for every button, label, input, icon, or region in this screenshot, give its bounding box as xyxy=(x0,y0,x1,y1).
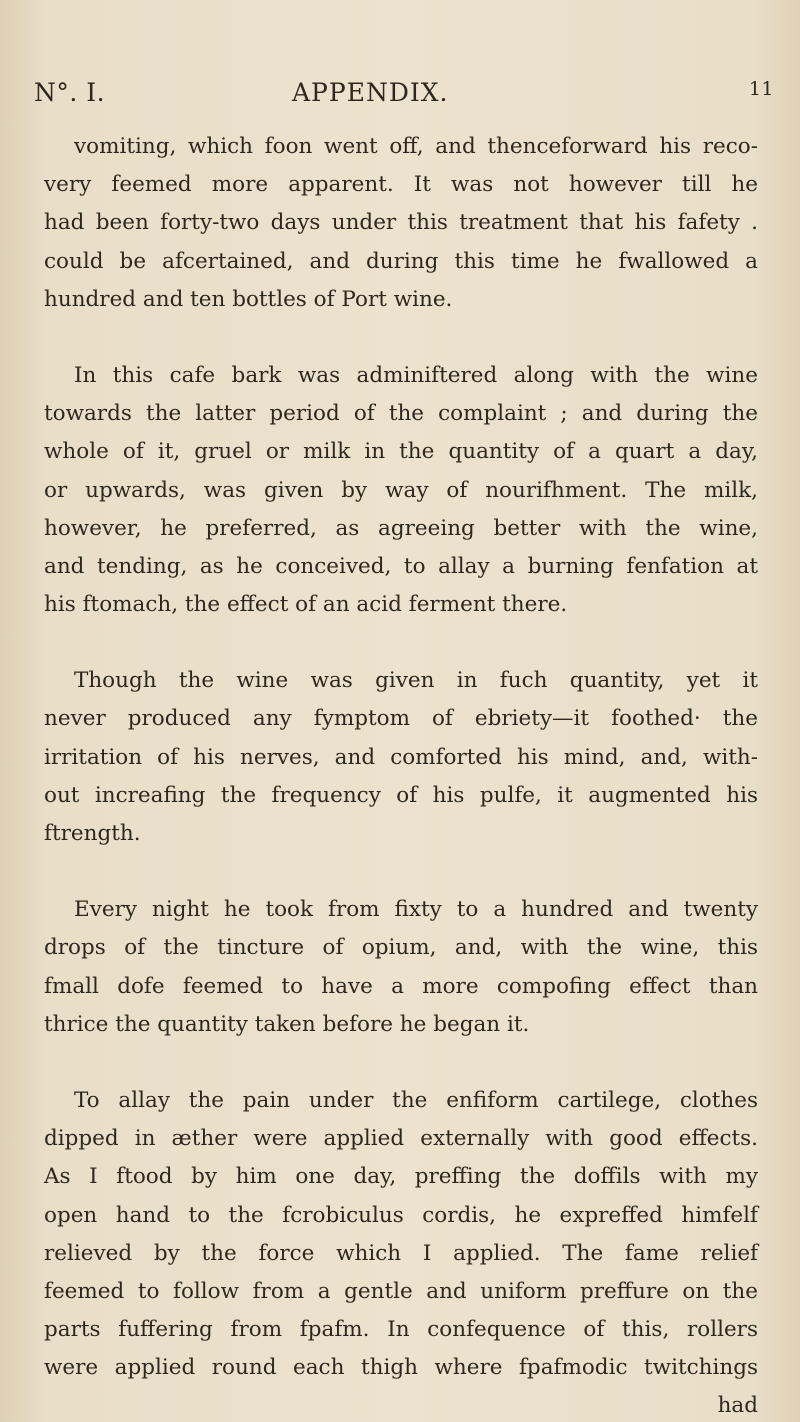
text-line: out increafing the frequency of his pulfe, it augmented his xyxy=(44,782,758,808)
text-line: his ftomach, the effect of an acid ferment there. xyxy=(44,592,568,618)
text-line: As I ftood by him one day, preffing the doffils with my xyxy=(44,1164,758,1190)
running-title: APPENDIX. xyxy=(292,78,449,107)
text-line: could be afcertained, and during this time he fwallowed a xyxy=(44,248,758,274)
text-line: In this cafe bark was adminiftered along with the wine xyxy=(74,362,758,388)
text-line: very feemed more apparent. It was not however till he xyxy=(44,172,758,198)
text-line: ftrength. xyxy=(44,821,141,846)
section-number: N°. I. xyxy=(34,78,106,107)
paragraph xyxy=(44,128,758,319)
running-head xyxy=(34,78,774,118)
paragraph xyxy=(44,891,758,1044)
text-line: open hand to the fcrobiculus cordis, he expreffed himfelf xyxy=(44,1202,758,1228)
paragraph xyxy=(44,357,758,624)
text-line: feemed to follow from a gentle and uniform preffure on the xyxy=(44,1278,758,1304)
text-line: Every night he took from fixty to a hundred and twenty xyxy=(74,897,758,923)
text-line: never produced any fymptom of ebriety—it foothed· the xyxy=(44,706,758,732)
body-text xyxy=(44,128,758,1422)
text-line: Though the wine was given in fuch quantity, yet it xyxy=(74,668,758,694)
paragraph xyxy=(44,1082,758,1422)
text-line: had been forty-two days under this treatment that his fafety . xyxy=(44,210,758,236)
text-line: were applied round each thigh where fpafmodic twitchings xyxy=(44,1355,758,1381)
text-line: parts fuffering from fpafm. In confequence of this, rollers xyxy=(44,1317,758,1343)
text-line: hundred and ten bottles of Port wine. xyxy=(44,286,453,312)
text-line: drops of the tincture of opium, and, with the wine, this xyxy=(44,935,758,961)
text-line: relieved by the force which I applied. The fame relief xyxy=(44,1240,758,1266)
text-line: dipped in æther were applied externally with good effects. xyxy=(44,1126,758,1152)
text-line: towards the latter period of the complaint ; and during the xyxy=(44,401,758,427)
page-number: 11 xyxy=(748,78,774,100)
text-line: or upwards, was given by way of nourifhment. The milk, xyxy=(44,477,758,503)
text-line: thrice the quantity taken before he began it. xyxy=(44,1011,530,1037)
text-line: whole of it, gruel or milk in the quantity of a quart a day, xyxy=(44,439,758,465)
text-line: vomiting, which foon went off, and thenceforward his reco- xyxy=(74,134,758,159)
text-line: irritation of his nerves, and comforted his mind, and, with- xyxy=(44,744,758,770)
text-line: To allay the pain under the enfiform cartilege, clothes xyxy=(74,1087,758,1113)
catchword: had xyxy=(717,1393,758,1419)
text-line: fmall dofe feemed to have a more compofing effect than xyxy=(44,973,758,999)
paragraph xyxy=(44,662,758,853)
text-line: however, he preferred, as agreeing better with the wine, xyxy=(44,515,758,541)
text-line: and tending, as he conceived, to allay a burning fenfation at xyxy=(44,553,758,579)
